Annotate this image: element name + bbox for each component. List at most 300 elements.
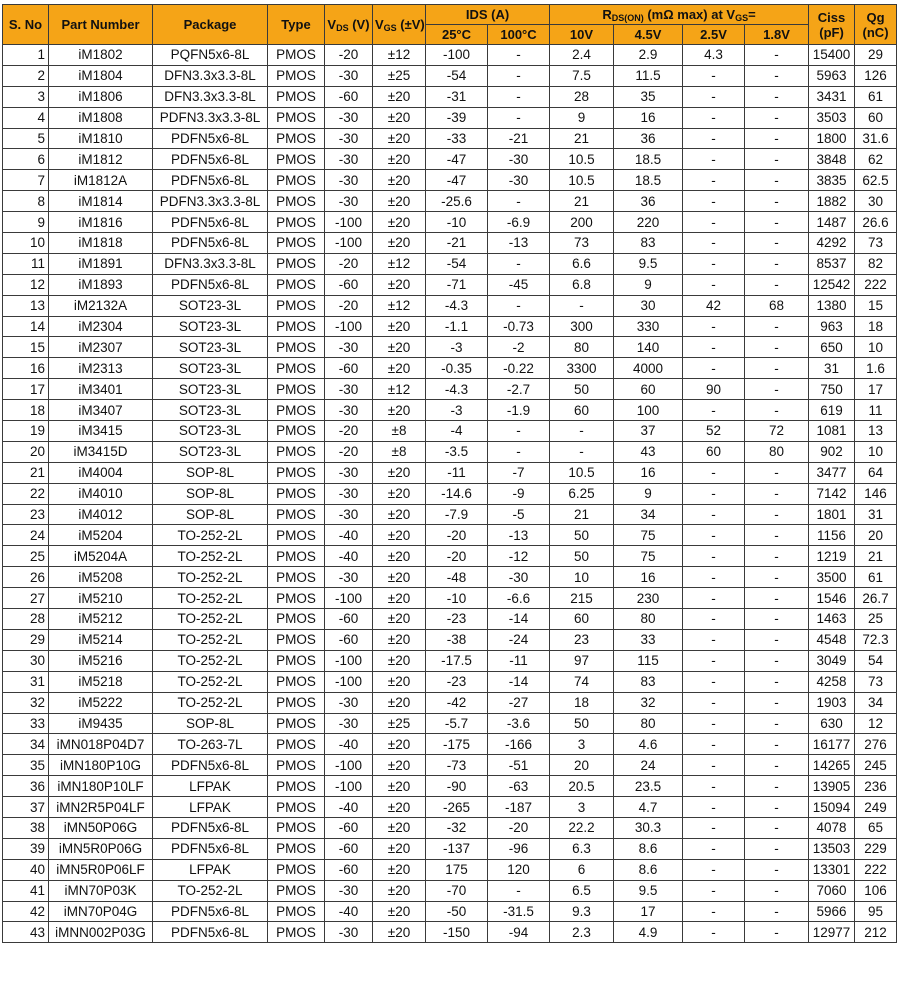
cell-rds-4-5v: 9 [614,483,683,504]
table-row [3,776,897,797]
cell-rds-10v: 10.5 [550,149,614,170]
cell-rds-2-5v: - [683,546,745,567]
cell-rds-2-5v: - [683,650,745,671]
header-ids-100c: 100°C [488,25,550,45]
table-row [3,107,897,128]
cell-ids-25c: -4 [426,421,488,442]
cell-ids-100c: -13 [488,233,550,254]
cell-ids-25c: -10 [426,212,488,233]
cell-qg: 72.3 [855,629,897,650]
cell-ciss: 619 [809,400,855,421]
table-row [3,838,897,859]
cell-ids-100c: - [488,65,550,86]
cell-rds-4-5v: 4.7 [614,797,683,818]
cell-type: PMOS [268,525,325,546]
cell-rds-10v: 20.5 [550,776,614,797]
cell-ids-100c: -51 [488,755,550,776]
table-row [3,880,897,901]
cell-vds: -100 [325,212,373,233]
cell-vds: -20 [325,421,373,442]
cell-sno: 34 [3,734,49,755]
cell-rds-2-5v: - [683,797,745,818]
cell-ids-100c: - [488,880,550,901]
cell-rds-1-8v: - [745,253,809,274]
cell-rds-10v: 60 [550,400,614,421]
cell-vgs: ±20 [373,316,426,337]
cell-vgs: ±20 [373,170,426,191]
cell-vds: -60 [325,629,373,650]
cell-qg: 236 [855,776,897,797]
cell-part-number: iMN018P04D7 [49,734,153,755]
cell-vds: -30 [325,504,373,525]
cell-vds: -30 [325,922,373,943]
cell-sno: 10 [3,233,49,254]
cell-ids-25c: -50 [426,901,488,922]
cell-type: PMOS [268,817,325,838]
cell-sno: 25 [3,546,49,567]
cell-type: PMOS [268,629,325,650]
cell-vds: -30 [325,65,373,86]
cell-sno: 2 [3,65,49,86]
cell-ids-100c: -20 [488,817,550,838]
cell-qg: 61 [855,86,897,107]
cell-rds-4-5v: 115 [614,650,683,671]
cell-type: PMOS [268,65,325,86]
cell-sno: 8 [3,191,49,212]
cell-ciss: 8537 [809,253,855,274]
table-row [3,358,897,379]
cell-package: PDFN5x6-8L [153,149,268,170]
cell-rds-10v: 9 [550,107,614,128]
cell-qg: 62.5 [855,170,897,191]
cell-rds-2-5v: - [683,212,745,233]
cell-vds: -20 [325,253,373,274]
cell-sno: 11 [3,253,49,274]
cell-ids-25c: -7.9 [426,504,488,525]
cell-ids-100c: - [488,86,550,107]
cell-rds-1-8v: - [745,483,809,504]
cell-ids-25c: -25.6 [426,191,488,212]
cell-ciss: 13503 [809,838,855,859]
cell-sno: 9 [3,212,49,233]
cell-type: PMOS [268,149,325,170]
cell-qg: 73 [855,671,897,692]
cell-ids-25c: -38 [426,629,488,650]
cell-part-number: iMN180P10LF [49,776,153,797]
cell-vgs: ±12 [373,295,426,316]
cell-package: TO-252-2L [153,880,268,901]
cell-ids-25c: -32 [426,817,488,838]
cell-package: SOT23-3L [153,379,268,400]
cell-type: PMOS [268,650,325,671]
cell-part-number: iM2313 [49,358,153,379]
cell-rds-4-5v: 330 [614,316,683,337]
cell-vgs: ±12 [373,379,426,400]
cell-sno: 19 [3,421,49,442]
header-rds-on: $R_{DS(ON)}$ (mΩ max) at $V_{GS}=$ [550,5,809,25]
cell-part-number: iM1814 [49,191,153,212]
cell-part-number: iM3401 [49,379,153,400]
table-row [3,441,897,462]
cell-ids-100c: - [488,45,550,66]
cell-ciss: 3049 [809,650,855,671]
cell-ciss: 3477 [809,462,855,483]
cell-ciss: 4258 [809,671,855,692]
cell-ids-100c: -31.5 [488,901,550,922]
cell-type: PMOS [268,45,325,66]
cell-rds-10v: 10.5 [550,170,614,191]
cell-vds: -40 [325,546,373,567]
header-package: Package [153,5,268,45]
cell-ids-25c: -3 [426,400,488,421]
cell-ciss: 1081 [809,421,855,442]
cell-ids-25c: -3.5 [426,441,488,462]
cell-ids-100c: - [488,421,550,442]
cell-vds: -60 [325,274,373,295]
table-row [3,525,897,546]
cell-vgs: ±20 [373,86,426,107]
cell-ids-25c: -4.3 [426,295,488,316]
cell-rds-1-8v: - [745,588,809,609]
cell-rds-1-8v: - [745,692,809,713]
cell-vgs: ±25 [373,65,426,86]
table-row [3,233,897,254]
cell-ids-100c: -0.22 [488,358,550,379]
cell-rds-1-8v: - [745,149,809,170]
cell-rds-1-8v: - [745,400,809,421]
table-row [3,295,897,316]
table-row [3,567,897,588]
cell-qg: 61 [855,567,897,588]
cell-package: SOT23-3L [153,358,268,379]
cell-ciss: 3500 [809,567,855,588]
cell-package: PDFN5x6-8L [153,817,268,838]
cell-ids-25c: -20 [426,525,488,546]
cell-rds-2-5v: - [683,253,745,274]
cell-type: PMOS [268,797,325,818]
cell-package: TO-263-7L [153,734,268,755]
cell-rds-10v: 74 [550,671,614,692]
cell-qg: 276 [855,734,897,755]
cell-rds-10v: 21 [550,504,614,525]
cell-vgs: ±20 [373,462,426,483]
cell-ids-100c: -187 [488,797,550,818]
cell-part-number: iM2132A [49,295,153,316]
cell-rds-4-5v: 34 [614,504,683,525]
cell-rds-10v: 21 [550,128,614,149]
cell-ids-100c: -63 [488,776,550,797]
cell-ids-25c: -150 [426,922,488,943]
cell-rds-10v: 73 [550,233,614,254]
cell-ciss: 630 [809,713,855,734]
cell-type: PMOS [268,504,325,525]
header-part-number: Part Number [49,5,153,45]
cell-sno: 42 [3,901,49,922]
cell-rds-4-5v: 8.6 [614,838,683,859]
table-row [3,901,897,922]
cell-ids-100c: -166 [488,734,550,755]
cell-vds: -20 [325,295,373,316]
cell-type: PMOS [268,462,325,483]
table-row [3,609,897,630]
cell-package: SOT23-3L [153,295,268,316]
cell-vgs: ±20 [373,546,426,567]
cell-rds-4-5v: 16 [614,107,683,128]
cell-rds-1-8v: - [745,880,809,901]
cell-rds-4-5v: 43 [614,441,683,462]
cell-sno: 27 [3,588,49,609]
cell-rds-10v: 50 [550,546,614,567]
cell-rds-1-8v: - [745,629,809,650]
table-row [3,128,897,149]
cell-qg: 65 [855,817,897,838]
cell-ciss: 1380 [809,295,855,316]
cell-ids-25c: -100 [426,45,488,66]
cell-vds: -60 [325,609,373,630]
cell-type: PMOS [268,776,325,797]
cell-ids-100c: -45 [488,274,550,295]
cell-vds: -60 [325,358,373,379]
cell-rds-1-8v: 80 [745,441,809,462]
cell-rds-4-5v: 37 [614,421,683,442]
cell-sno: 3 [3,86,49,107]
cell-sno: 13 [3,295,49,316]
cell-type: PMOS [268,588,325,609]
cell-ids-100c: -30 [488,567,550,588]
header-rds-4-5v: 4.5V [614,25,683,45]
cell-rds-4-5v: 9 [614,274,683,295]
cell-qg: 21 [855,546,897,567]
cell-qg: 10 [855,337,897,358]
table-row [3,274,897,295]
cell-vgs: ±20 [373,400,426,421]
cell-rds-1-8v: - [745,170,809,191]
cell-vgs: ±20 [373,776,426,797]
cell-vgs: ±20 [373,525,426,546]
cell-ids-25c: -17.5 [426,650,488,671]
cell-rds-4-5v: 35 [614,86,683,107]
cell-rds-1-8v: - [745,65,809,86]
cell-ids-100c: -94 [488,922,550,943]
cell-ciss: 5963 [809,65,855,86]
cell-package: DFN3.3x3.3-8L [153,65,268,86]
cell-rds-4-5v: 80 [614,609,683,630]
cell-rds-4-5v: 4.9 [614,922,683,943]
cell-ids-100c: -14 [488,671,550,692]
cell-qg: 25 [855,609,897,630]
header-vgs: $V_{GS}$ (±V) [373,5,426,45]
table-body [3,45,897,943]
cell-rds-4-5v: 11.5 [614,65,683,86]
cell-part-number: iM2304 [49,316,153,337]
cell-part-number: iM3415D [49,441,153,462]
cell-sno: 4 [3,107,49,128]
cell-vgs: ±12 [373,253,426,274]
cell-type: PMOS [268,901,325,922]
cell-package: PDFN5x6-8L [153,838,268,859]
table-row [3,191,897,212]
cell-rds-2-5v: - [683,337,745,358]
cell-vds: -30 [325,379,373,400]
cell-ciss: 16177 [809,734,855,755]
cell-rds-2-5v: - [683,776,745,797]
cell-part-number: iM1893 [49,274,153,295]
cell-ids-25c: -73 [426,755,488,776]
cell-package: LFPAK [153,776,268,797]
cell-rds-10v: 6.8 [550,274,614,295]
cell-rds-4-5v: 4.6 [614,734,683,755]
cell-ciss: 3503 [809,107,855,128]
cell-rds-10v: 300 [550,316,614,337]
cell-vgs: ±20 [373,817,426,838]
cell-sno: 22 [3,483,49,504]
cell-sno: 36 [3,776,49,797]
cell-rds-2-5v: - [683,755,745,776]
cell-rds-2-5v: - [683,170,745,191]
cell-vgs: ±20 [373,504,426,525]
cell-rds-10v: 10 [550,567,614,588]
cell-vds: -30 [325,462,373,483]
cell-rds-4-5v: 8.6 [614,859,683,880]
cell-ciss: 1800 [809,128,855,149]
cell-type: PMOS [268,713,325,734]
cell-type: PMOS [268,358,325,379]
cell-ids-100c: -3.6 [488,713,550,734]
cell-ids-25c: -48 [426,567,488,588]
cell-rds-1-8v: - [745,797,809,818]
cell-sno: 40 [3,859,49,880]
cell-vgs: ±20 [373,671,426,692]
cell-ids-100c: -0.73 [488,316,550,337]
cell-ids-100c: -7 [488,462,550,483]
cell-rds-2-5v: - [683,859,745,880]
header-rds-1-8v: 1.8V [745,25,809,45]
cell-vds: -30 [325,191,373,212]
cell-package: TO-252-2L [153,546,268,567]
cell-qg: 26.7 [855,588,897,609]
table-row [3,755,897,776]
cell-rds-10v: 215 [550,588,614,609]
cell-vgs: ±25 [373,713,426,734]
cell-rds-4-5v: 33 [614,629,683,650]
cell-ciss: 5966 [809,901,855,922]
cell-rds-10v: 200 [550,212,614,233]
cell-rds-10v: 6 [550,859,614,880]
cell-rds-2-5v: - [683,901,745,922]
cell-ids-100c: -12 [488,546,550,567]
cell-package: TO-252-2L [153,692,268,713]
cell-rds-2-5v: - [683,734,745,755]
table-row [3,546,897,567]
cell-ciss: 15400 [809,45,855,66]
cell-package: LFPAK [153,859,268,880]
cell-package: PDFN3.3x3.3-8L [153,107,268,128]
cell-sno: 33 [3,713,49,734]
cell-ciss: 31 [809,358,855,379]
table-row [3,922,897,943]
table-row [3,212,897,233]
table-row [3,86,897,107]
cell-ciss: 750 [809,379,855,400]
cell-ciss: 4548 [809,629,855,650]
cell-qg: 126 [855,65,897,86]
cell-ids-100c: -21 [488,128,550,149]
cell-ciss: 4292 [809,233,855,254]
cell-ids-25c: -33 [426,128,488,149]
cell-sno: 28 [3,609,49,630]
cell-rds-2-5v: - [683,358,745,379]
cell-rds-4-5v: 140 [614,337,683,358]
cell-qg: 64 [855,462,897,483]
cell-rds-2-5v: - [683,713,745,734]
cell-vds: -30 [325,400,373,421]
cell-vgs: ±20 [373,734,426,755]
cell-vgs: ±20 [373,922,426,943]
cell-type: PMOS [268,546,325,567]
cell-ciss: 13905 [809,776,855,797]
cell-type: PMOS [268,609,325,630]
cell-rds-1-8v: - [745,86,809,107]
cell-qg: 249 [855,797,897,818]
cell-part-number: iM5204A [49,546,153,567]
table-row [3,421,897,442]
cell-rds-10v: 9.3 [550,901,614,922]
cell-sno: 23 [3,504,49,525]
cell-vgs: ±20 [373,128,426,149]
table-row [3,671,897,692]
cell-sno: 21 [3,462,49,483]
cell-rds-1-8v: - [745,776,809,797]
cell-part-number: iM5216 [49,650,153,671]
cell-package: TO-252-2L [153,567,268,588]
cell-package: SOT23-3L [153,441,268,462]
cell-package: TO-252-2L [153,650,268,671]
cell-vgs: ±20 [373,483,426,504]
cell-part-number: iM1816 [49,212,153,233]
cell-ids-25c: -71 [426,274,488,295]
cell-rds-2-5v: 4.3 [683,45,745,66]
cell-rds-1-8v: - [745,107,809,128]
cell-type: PMOS [268,107,325,128]
cell-rds-2-5v: - [683,462,745,483]
cell-package: PDFN5x6-8L [153,233,268,254]
cell-rds-2-5v: - [683,525,745,546]
cell-qg: 146 [855,483,897,504]
cell-part-number: iMN70P04G [49,901,153,922]
cell-type: PMOS [268,86,325,107]
cell-ciss: 1903 [809,692,855,713]
cell-rds-2-5v: 90 [683,379,745,400]
cell-package: PQFN5x6-8L [153,45,268,66]
table-row [3,379,897,400]
cell-rds-4-5v: 75 [614,546,683,567]
cell-rds-10v: - [550,441,614,462]
cell-ids-25c: -1.1 [426,316,488,337]
cell-ciss: 7060 [809,880,855,901]
cell-rds-4-5v: 18.5 [614,149,683,170]
cell-vds: -100 [325,588,373,609]
header-sno: S. No [3,5,49,45]
cell-ids-100c: -6.6 [488,588,550,609]
cell-part-number: iM1810 [49,128,153,149]
cell-qg: 229 [855,838,897,859]
cell-vgs: ±20 [373,838,426,859]
cell-part-number: iM5204 [49,525,153,546]
cell-qg: 106 [855,880,897,901]
cell-sno: 39 [3,838,49,859]
cell-rds-1-8v: - [745,128,809,149]
cell-type: PMOS [268,671,325,692]
